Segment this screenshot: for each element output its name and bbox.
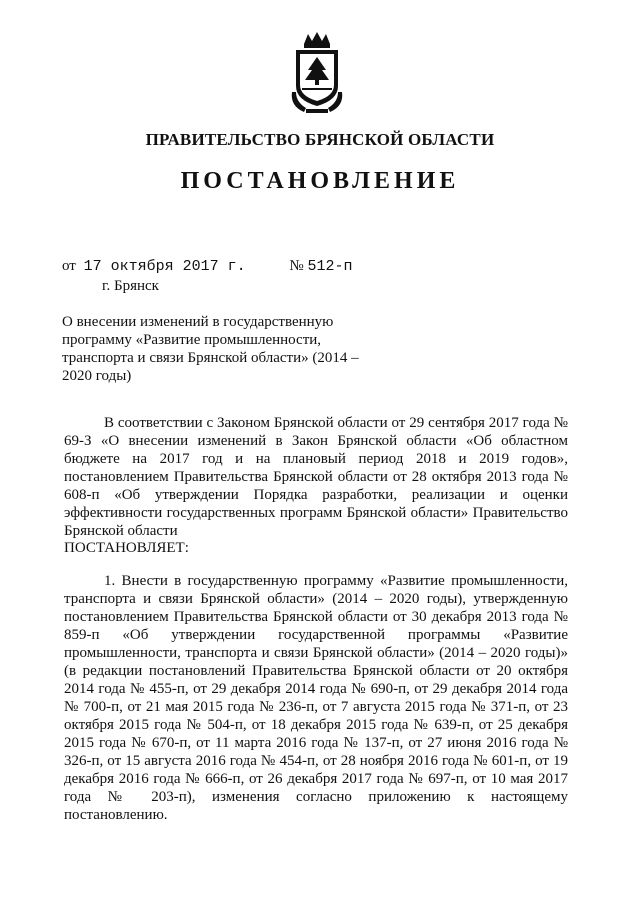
document-number: 512-п [307, 258, 353, 275]
resolves-heading: ПОСТАНОВЛЯЕТ: [64, 540, 189, 556]
government-title: ПРАВИТЕЛЬСТВО БРЯНСКОЙ ОБЛАСТИ [145, 130, 495, 149]
city: г. Брянск [102, 278, 159, 294]
document-type: ПОСТАНОВЛЕНИЕ [180, 168, 460, 194]
item-1-paragraph: 1. Внести в государственную программу «Развитие промышленности, транспорта и связи Брянской области» (2014 – 2020 годы), утвержденную постановлением Правительства Брянской области от 30 декабря 2013 года № 859-п «Об утверждении государственной программы «Развитие промышленности, транспорта и связи Брянской области» (2014 – 2020 годы)» (в редакции постановлений Правительства Брянской области от 20 октября 2014 года № 455-п, от 29 декабря 2014 года № 690-п, от 29 декабря 2014 года № 700-п, от 21 мая 2015 года № 236-п, от 7 августа 2015 года № 371-п, от 23 октября 2015 года № 504-п, от 18 декабря 2015 года № 639-п, от 25 декабря 2015 года № 670-п, от 11 марта 2016 года № 137-п, от 27 июня 2016 года № 326-п, от 15 августа 2016 года № 454-п, от 28 ноября 2016 года № 601-п, от 19 декабря 2016 года № 666-п, от 26 декабря 2017 года № 697-п, от 10 мая 2017 года № 203-п), изменения согласно приложению к настоящему постановлению. [64, 573, 568, 823]
document-date: 17 октября 2017 г. [83, 258, 246, 275]
preamble-paragraph: В соответствии с Законом Брянской области от 29 сентября 2017 года № 69-З «О внесении изменений в Закон Брянской области «Об областном бюджете на 2017 год и на плановый период 2018 и 2019 годов», постановлением Правительства Брянской области от 28 октября 2013 года № 608-п «Об утверждении Порядка разработки, реализации и оценки эффективности государственных программ Брянской области» Правительство Брянской области [64, 415, 568, 539]
document-subject: О внесении изменений в государственную программу «Развитие промышленности, транспорта и связи Брянской области» (2014 – 2020 годы) [62, 314, 359, 384]
date-number-line [62, 258, 352, 275]
number-prefix: № [289, 258, 304, 274]
date-prefix: от [62, 258, 76, 274]
coat-of-arms-icon [282, 30, 352, 116]
